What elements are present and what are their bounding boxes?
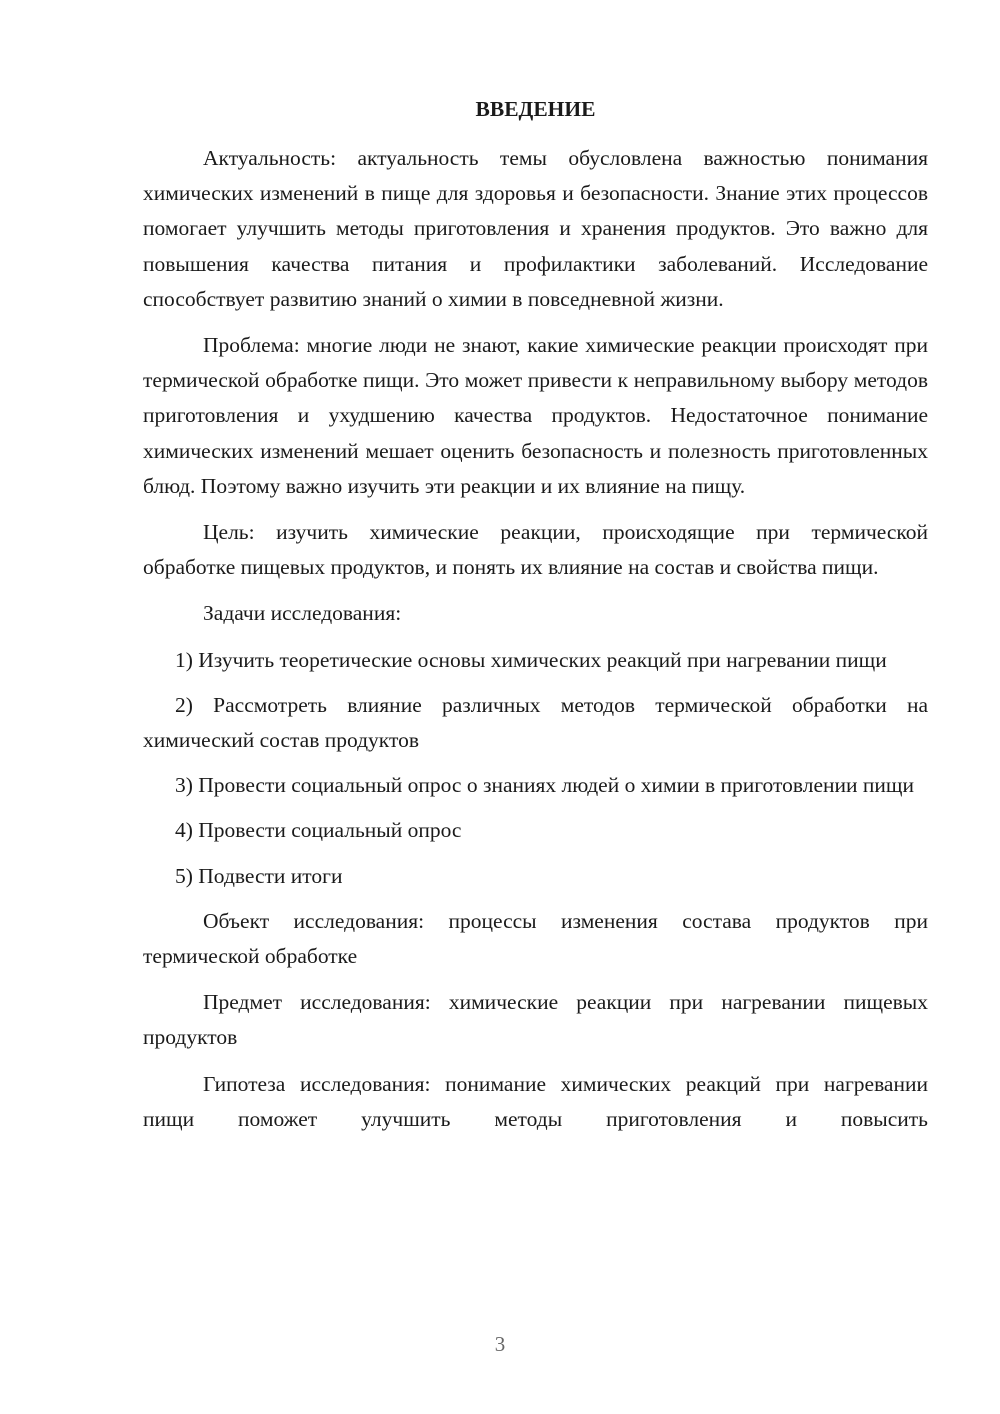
paragraph-object: Объект исследования: процессы изменения состава продуктов при термической обработке	[143, 908, 928, 969]
tasks-title: Задачи исследования:	[203, 601, 402, 626]
page-number: 3	[494, 1332, 506, 1356]
paragraph-hypothesis: Гипотеза исследования: понимание химических реакций при нагревании пищи поможет улучшить методы приготовления и повысить	[143, 1071, 928, 1131]
task-item-4: 4) Провести социальный опрос	[175, 818, 462, 843]
page-content	[143, 92, 928, 1148]
task-item-5: 5) Подвести итоги	[175, 863, 343, 888]
task-item-1: 1) Изучить теоретические основы химических реакций при нагревании пищи	[175, 647, 887, 672]
section-heading: ВВЕДЕНИЕ	[475, 97, 596, 121]
paragraph-subject: Предмет исследования: химические реакции при нагревании пищевых продуктов	[143, 990, 928, 1050]
task-item-2: 2) Рассмотреть влияние различных методов термической обработки на химический состав продуктов	[143, 692, 928, 753]
paragraph-relevance: Актуальность: актуальность темы обусловлена важностью понимания химических изменений в пище для здоровья и безопасности. Знание этих процессов помогает улучшить методы приготовления и хранения продуктов. Это важно для повышения качества питания и профилактики заболеваний. Исследование способствует развитию знаний о химии в повседневной жизни.	[143, 146, 928, 311]
task-item-3: 3) Провести социальный опрос о знаниях людей о химии в приготовлении пищи	[175, 773, 914, 798]
paragraph-problem: Проблема: многие люди не знают, какие химические реакции происходят при термической обработке пищи. Это может привести к неправильному выбору методов приготовления и ухудшению качества продуктов. Недостаточное понимание химических изменений мешает оценить безопасность и полезность приготовленных блюд. Поэтому важно изучить эти реакции и их влияние на пищу.	[143, 333, 928, 498]
paragraph-goal: Цель: изучить химические реакции, происходящие при термической обработке пищевых продуктов, и понять их влияние на состав и свойства пищи.	[143, 520, 928, 580]
